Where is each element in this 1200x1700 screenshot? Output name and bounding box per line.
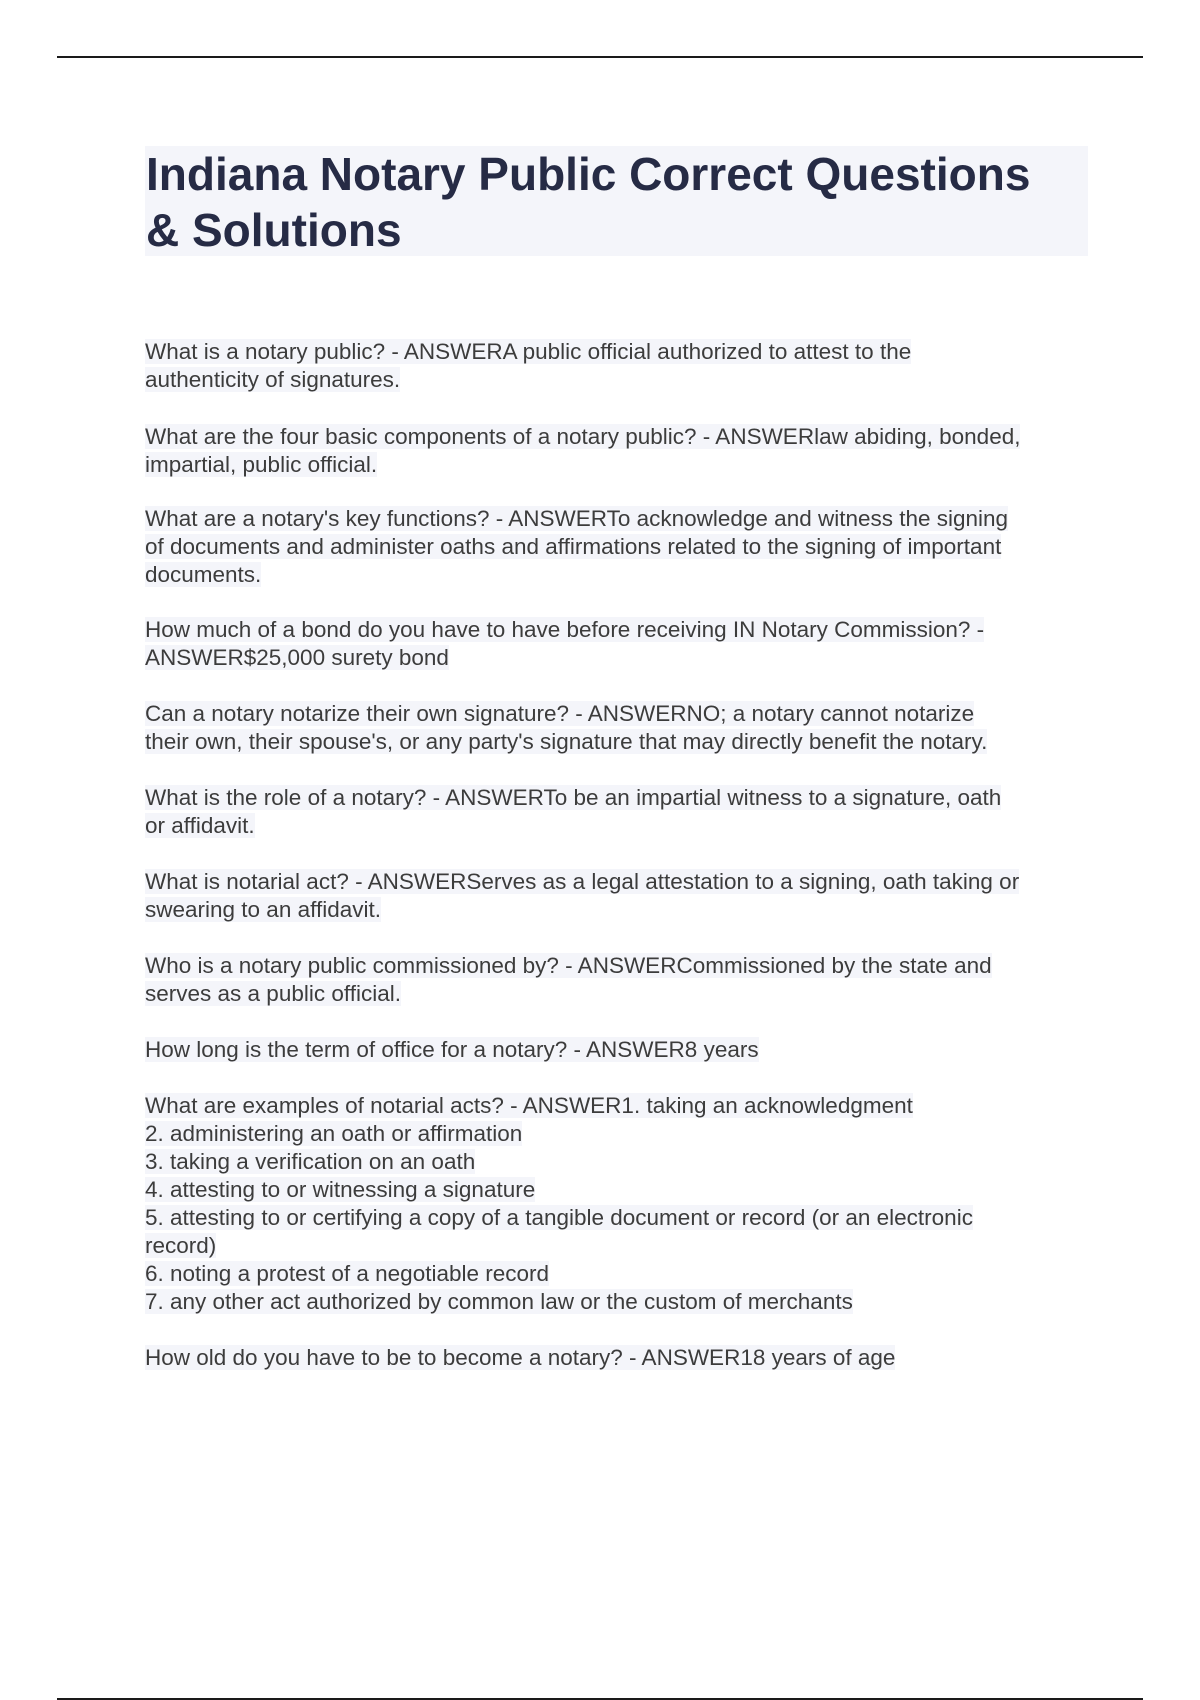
qa-text: How much of a bond do you have to have before receiving IN Notary Commission? - ANSWER$25,000 surety bond	[145, 617, 985, 670]
qa-text: What is notarial act? - ANSWERServes as a legal attestation to a signing, oath taking or swearing to an affidavit.	[145, 869, 1020, 922]
qa-text: What are a notary's key functions? - ANSWERTo acknowledge and witness the signing of documents and administer oaths and affirmations related to the signing of important documents.	[145, 506, 1009, 587]
qa-text: How old do you have to be to become a notary? - ANSWER18 years of age	[145, 1345, 896, 1370]
qa-text: Can a notary notarize their own signature? - ANSWERNO; a notary cannot notarize their own, their spouse's, or any party's signature that may directly benefit the notary.	[145, 701, 988, 754]
qa-item	[145, 784, 1095, 840]
header-rule	[57, 56, 1143, 58]
qa-text: What is the role of a notary? - ANSWERTo be an impartial witness to a signature, oath or affidavit.	[145, 785, 1002, 838]
qa-item	[145, 338, 1095, 394]
qa-item	[145, 505, 1095, 589]
qa-text: What are examples of notarial acts? - ANSWER1. taking an acknowledgment 2. administering an oath or affirmation 3. taking a verification on an oath 4. attesting to or witnessing a signature 5. attesting to or certifying a copy of a tangible document or record (or an electronic record) 6. noting a protest of a negotiable record 7. any other act authorized by common law or the custom of merchants	[145, 1093, 973, 1314]
qa-item	[145, 700, 1095, 756]
qa-item	[145, 616, 1095, 672]
qa-text: What is a notary public? - ANSWERA public official authorized to attest to the authenticity of signatures.	[145, 339, 912, 392]
qa-item	[145, 423, 1095, 479]
title-block	[145, 146, 1088, 256]
qa-item	[145, 1092, 1095, 1316]
qa-list	[145, 338, 1095, 1400]
qa-text: What are the four basic components of a notary public? - ANSWERlaw abiding, bonded, impartial, public official.	[145, 424, 1021, 477]
qa-item	[145, 1036, 1095, 1064]
qa-item	[145, 952, 1095, 1008]
page-title: Indiana Notary Public Correct Questions & Solutions	[146, 148, 1031, 256]
qa-item	[145, 868, 1095, 924]
qa-text: How long is the term of office for a notary? - ANSWER8 years	[145, 1037, 759, 1062]
qa-item	[145, 1344, 1095, 1372]
qa-text: Who is a notary public commissioned by? - ANSWERCommissioned by the state and serves as a public official.	[145, 953, 992, 1006]
